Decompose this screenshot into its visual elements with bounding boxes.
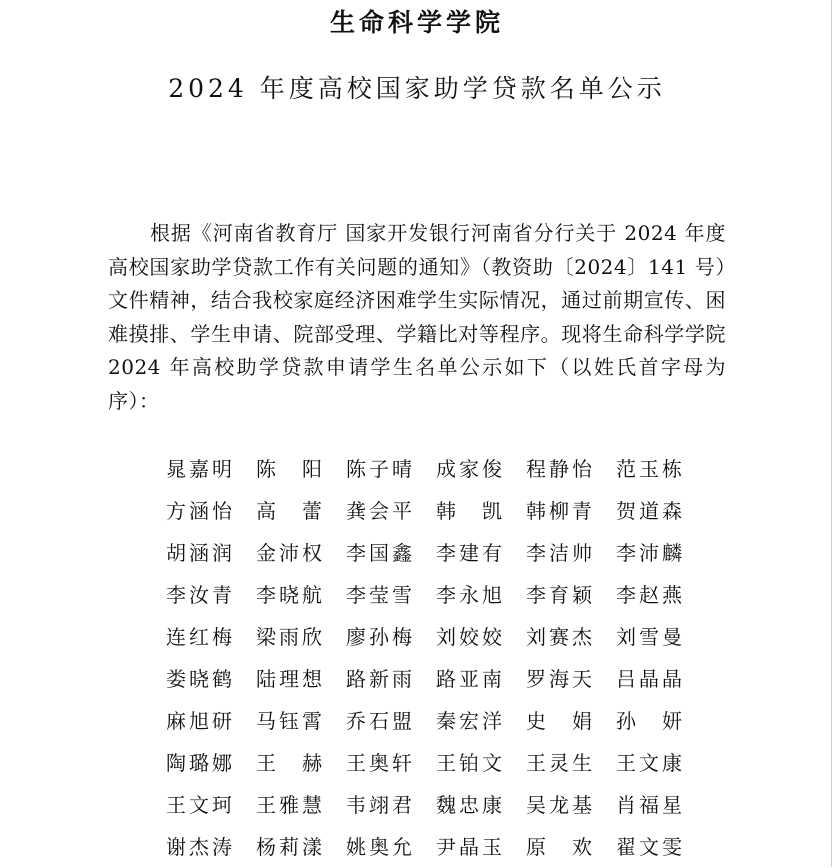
- name-list: [166, 448, 726, 868]
- student-name: 罗海天: [526, 667, 592, 691]
- student-name: 刘赛杰: [526, 625, 592, 649]
- student-name: 翟文雯: [616, 835, 682, 859]
- student-name: 王雅慧: [256, 793, 322, 817]
- student-name: 陶璐娜: [166, 751, 232, 775]
- student-name: 韩凯: [436, 499, 502, 523]
- student-name: 李赵燕: [616, 583, 682, 607]
- student-name: 李莹雪: [346, 583, 412, 607]
- student-name: 陈阳: [256, 457, 322, 481]
- student-name: 王灵生: [526, 751, 592, 775]
- student-name: 吕晶晶: [616, 667, 682, 691]
- student-name: 李洁帅: [526, 541, 592, 565]
- student-name: 范玉栋: [616, 457, 682, 481]
- student-name: 路新雨: [346, 667, 412, 691]
- student-name: 梁雨欣: [256, 625, 322, 649]
- student-name: 高蕾: [256, 499, 322, 523]
- student-name: 孙妍: [616, 709, 682, 733]
- student-name: 王铂文: [436, 751, 502, 775]
- student-name: 李国鑫: [346, 541, 412, 565]
- student-name: 王文康: [616, 751, 682, 775]
- intro-paragraph: 根据《河南省教育厅 国家开发银行河南省分行关于 2024 年度高校国家助学贷款工作有关问题的通知》（教资助〔2024〕141 号）文件精神，结合我校家庭经济困难学生实际情况，通过前期宣传、困难摸排、学生申请、院部受理、学籍比对等程序。现将生命科学学院 2024 年高校助学贷款申请学生名单公示如下（以姓氏首字母为序）：: [108, 221, 726, 413]
- student-name: 廖孙梅: [346, 625, 412, 649]
- student-name: 方涵怡: [166, 499, 232, 523]
- student-name: 尹晶玉: [436, 835, 502, 859]
- student-name: 李沛麟: [616, 541, 682, 565]
- student-name: 王文珂: [166, 793, 232, 817]
- student-name: 麻旭研: [166, 709, 232, 733]
- student-name: 李汝青: [166, 583, 232, 607]
- student-name: 贺道森: [616, 499, 682, 523]
- student-name: 韩柳青: [526, 499, 592, 523]
- student-name: 原欢: [526, 835, 592, 859]
- college-name: 生命科学学院: [329, 8, 504, 37]
- student-name: 韦翊君: [346, 793, 412, 817]
- student-name: 王奥轩: [346, 751, 412, 775]
- student-name: 乔石盟: [346, 709, 412, 733]
- student-name: 杨莉漾: [256, 835, 322, 859]
- student-name: 史娟: [526, 709, 592, 733]
- student-name: 刘雪曼: [616, 625, 682, 649]
- document-title: 2024 年度高校国家助学贷款名单公示: [168, 74, 666, 103]
- student-name: 李建有: [436, 541, 502, 565]
- student-name: 魏忠康: [436, 793, 502, 817]
- student-name: 连红梅: [166, 625, 232, 649]
- student-name: 陆理想: [256, 667, 322, 691]
- student-name: 谢杰涛: [166, 835, 232, 859]
- student-name: 姚奥允: [346, 835, 412, 859]
- student-name: 刘姣姣: [436, 625, 502, 649]
- student-name: 李永旭: [436, 583, 502, 607]
- student-name: 成家俊: [436, 457, 502, 481]
- student-name: 龚会平: [346, 499, 412, 523]
- student-name: 肖福星: [616, 793, 682, 817]
- student-name: 胡涵润: [166, 541, 232, 565]
- student-name: 秦宏洋: [436, 709, 502, 733]
- page-edge-rule: [831, 0, 832, 867]
- student-name: 李育颖: [526, 583, 592, 607]
- student-name: 程静怡: [526, 457, 592, 481]
- student-name: 陈子晴: [346, 457, 412, 481]
- student-name: 娄晓鹤: [166, 667, 232, 691]
- student-name: 晁嘉明: [166, 457, 232, 481]
- student-name: 马钰霄: [256, 709, 322, 733]
- student-name: 金沛权: [256, 541, 322, 565]
- student-name: 吴龙基: [526, 793, 592, 817]
- student-name: 王赫: [256, 751, 322, 775]
- student-name: 路亚南: [436, 667, 502, 691]
- student-name: 李晓航: [256, 583, 322, 607]
